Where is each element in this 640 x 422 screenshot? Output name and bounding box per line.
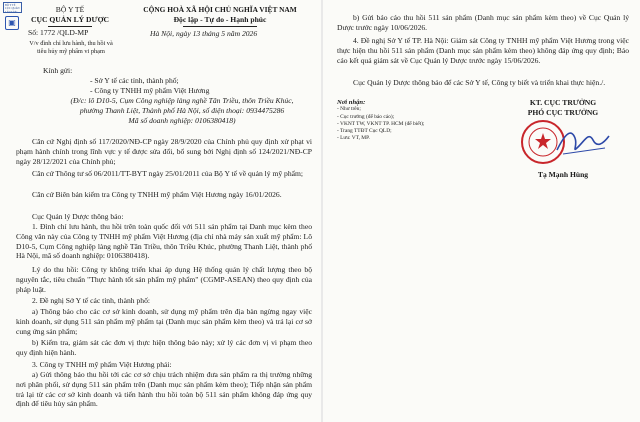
country-name: CỘNG HOÀ XÃ HỘI CHỦ NGHĨA VIỆT NAM	[143, 5, 297, 14]
document-date: Hà Nội, ngày 13 tháng 5 năm 2026	[150, 29, 258, 38]
recipient-item: - Công ty TNHH mỹ phẩm Việt Hương	[90, 85, 210, 95]
signer-title: KT. CỤC TRƯỞNG	[529, 98, 597, 107]
document-icon: ▣	[5, 16, 19, 30]
item-3-heading: 3. Công ty TNHH mỹ phẩm Việt Hương phải:	[32, 360, 172, 369]
official-seal-and-signature	[513, 116, 617, 168]
signer-block	[493, 98, 633, 118]
legal-basis-3: Căn cứ Biên bản kiểm tra Công ty TNHH mỹ phẩm Việt Hương ngày 16/01/2026.	[32, 190, 282, 199]
national-header	[122, 5, 318, 25]
recall-reason: Lý do thu hồi: Công ty không triển khai áp dụng Hệ thống quản lý chất lượng theo bộ nguyên tắc, tiêu chuẩn "Thực hành tốt sản phẩm mỹ phẩm" (CGMP-ASEAN) theo quy định của pháp luật.	[16, 265, 312, 294]
recipient-item: - Cục trưởng (để báo cáo);	[337, 113, 395, 120]
item-2a: a) Thông báo cho các cơ sở kinh doanh, sử dụng mỹ phẩm trên địa bàn ngừng ngay việc kinh doanh, sử dụng 511 sản phẩm mỹ phẩm tại (Danh mục sản phẩm kèm theo) và trả lại cơ sở cung ứng sản phẩm;	[16, 307, 312, 336]
item-2b: b) Kiểm tra, giám sát các đơn vị thực hiện thông báo này; xử lý các đơn vị vi phạm theo quy định hiện hành.	[16, 338, 312, 357]
recipient-item: - Như trên;	[337, 106, 361, 113]
item-1-suspension: 1. Đình chỉ lưu hành, thu hồi trên toàn quốc đối với 511 sản phẩm tại Danh mục kèm theo Công văn này của Công ty TNHH mỹ phẩm Việt Hương (địa chỉ nhà máy sản xuất mỹ phẩm: Lô D10-5, Cụm Công nghiệp làng nghề Tân Triều, thôn Triều Khúc, phường Thanh Liệt, thành phố Hà Nội, mã số doanh nghiệp: 0106380418).	[16, 222, 312, 261]
item-3b: b) Gửi báo cáo thu hồi 511 sản phẩm (Danh mục sản phẩm kèm theo) về Cục Quản lý Dược trước ngày 10/06/2026.	[337, 13, 629, 32]
recipient-item: - Trang TTĐT Cục QLD;	[337, 128, 392, 135]
digital-signature-stamp: BỘ Y TẾ CỤC QUẢN LÝ DƯỢC	[3, 2, 22, 13]
recipients-label: Nơi nhận:	[337, 99, 366, 106]
item-4: 4. Đề nghị Sở Y tế TP. Hà Nội: Giám sát Công ty TNHH mỹ phẩm Việt Hương trong việc thực hiện thu hồi 511 sản phẩm (Danh mục sản phẩm kèm theo) không đáp ứng quy định; Báo cáo kết quả giám sát về Cục Quản lý Dược trước ngày 15/06/2026.	[337, 36, 629, 65]
company-address-text: (Đ/c: lô D10-5, Cụm Công nghiệp làng nghề Tân Triều, thôn Triều Khúc, phường Thanh Liệt, Thành phố Hà Nội, số điện thoại: 0934475286	[70, 96, 294, 115]
company-address	[58, 96, 306, 125]
recipients-block	[337, 99, 487, 143]
issuing-authority	[22, 5, 118, 25]
recipient-item: - Lưu: VT, MP.	[337, 135, 370, 142]
recipient-list	[90, 76, 300, 96]
red-seal-icon	[522, 121, 564, 163]
document-number: Số: 1772 /QLD-MP	[28, 28, 89, 37]
ministry-name: BỘ Y TẾ	[55, 5, 85, 14]
document-page-2	[323, 0, 640, 422]
legal-basis-1: Căn cứ Nghị định số 117/2020/NĐ-CP ngày 28/9/2020 của Chính phủ quy định xử phạt vi phạm hành chính trong lĩnh vực y tế được sửa đổi, bổ sung bởi Nghị định số 124/2021/NĐ-CP ngày 28/12/2021 của Chính phủ;	[16, 137, 312, 166]
announcement-intro: Cục Quản lý Dược thông báo:	[32, 212, 124, 221]
item-3a: a) Gửi thông báo thu hồi tới các cơ sở chịu trách nhiệm đưa sản phẩm ra thị trường những nơi phân phối, sử dụng 511 sản phẩm trên (Danh mục sản phẩm kèm theo); Tiếp nhận sản phẩm trả lại từ các cơ sở kinh doanh và tiến hành thu hồi toàn bộ 511 sản phẩm không đáp ứng quy định để tiêu hủy sản phẩm.	[16, 370, 312, 409]
signer-subtitle: PHÓ CỤC TRƯỞNG	[527, 107, 599, 117]
closing-statement: Cục Quản lý Dược thông báo để các Sở Y tế, Công ty biết và triển khai thực hiện./.	[353, 78, 606, 87]
national-motto: Độc lập - Tự do - Hạnh phúc	[173, 14, 267, 24]
motto-underline	[183, 26, 257, 27]
company-code: Mã số doanh nghiệp: 0106380418)	[128, 115, 236, 125]
header-underline	[48, 26, 92, 27]
legal-basis-2: Căn cứ Thông tư số 06/2011/TT-BYT ngày 25/01/2011 của Bộ Y tế về quản lý mỹ phẩm;	[32, 169, 304, 178]
signer-name: Tạ Mạnh Hùng	[537, 170, 589, 179]
department-name: CỤC QUẢN LÝ DƯỢC	[31, 14, 109, 24]
greeting-label: Kính gửi:	[43, 66, 73, 75]
recipient-item: - VKNT TW, VKNT TP. HCM (để biết);	[337, 120, 425, 127]
item-2-heading: 2. Đề nghị Sở Y tế các tỉnh, thành phố:	[32, 296, 150, 305]
recipient-item: - Sở Y tế các tỉnh, thành phố;	[90, 76, 179, 85]
document-subject: V/v đình chỉ lưu hành, thu hồi và tiêu hủy mỹ phẩm vi phạm	[29, 40, 113, 55]
